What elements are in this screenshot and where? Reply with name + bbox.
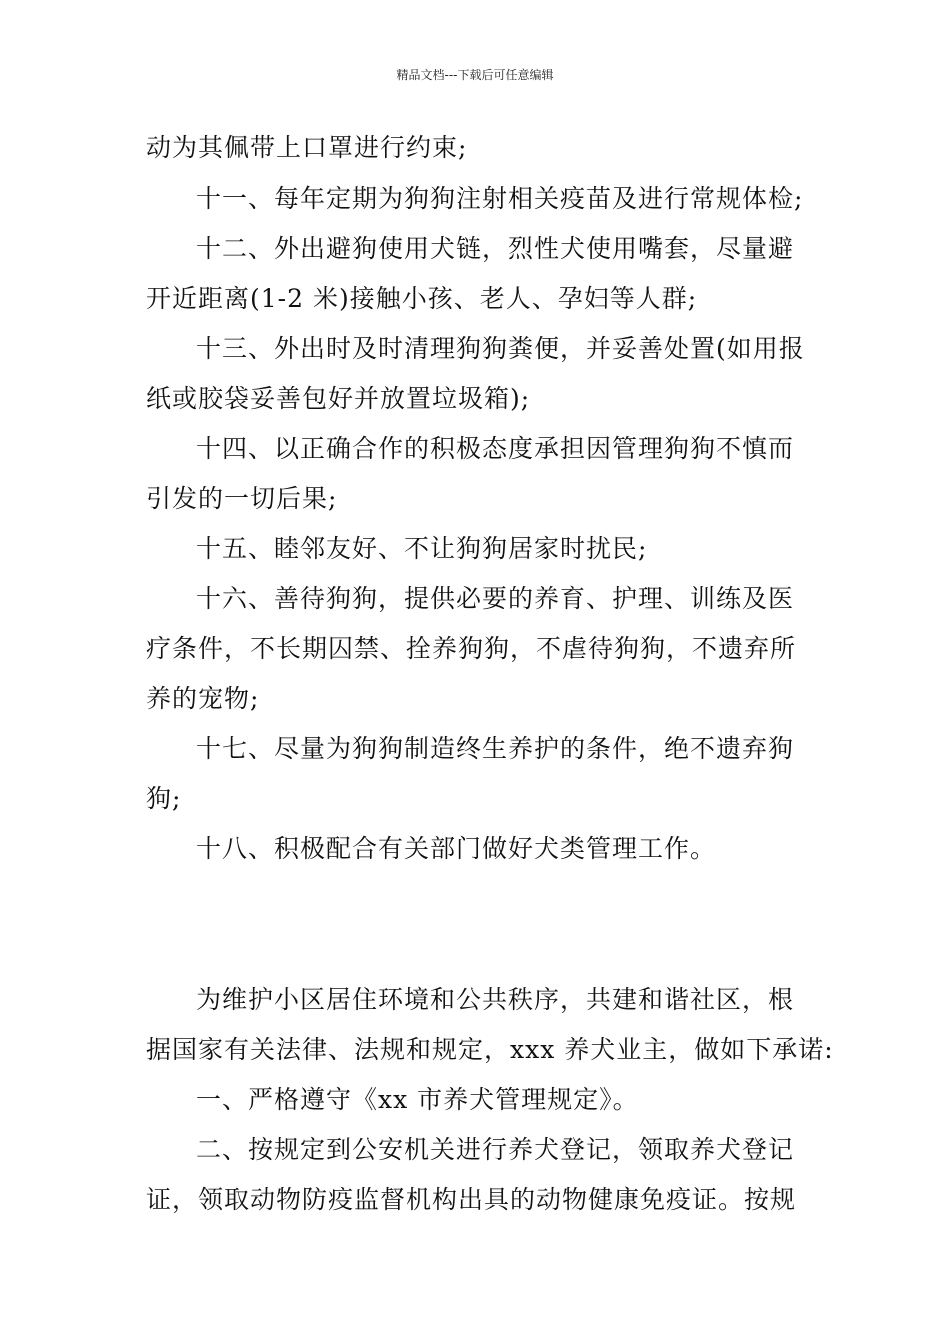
text-line: 十三、外出时及时清理狗狗粪便，并妥善处置(如用报 bbox=[196, 334, 805, 363]
text-line: 十八、积极配合有关部门做好犬类管理工作。 bbox=[196, 834, 717, 863]
text-line: 十五、睦邻友好、不让狗狗居家时扰民; bbox=[196, 534, 648, 563]
page-header: 精品文档---下载后可任意编辑 bbox=[396, 68, 554, 82]
text-line: 据国家有关法律、法规和规定，xxx 养犬业主，做如下承诺: bbox=[146, 1035, 834, 1064]
text-line: 十一、每年定期为狗狗注射相关疫苗及进行常规体检; bbox=[196, 184, 804, 213]
text-line: 引发的一切后果; bbox=[146, 484, 338, 513]
text-line: 开近距离(1-2 米)接触小孩、老人、孕妇等人群; bbox=[146, 284, 698, 313]
text-line: 十四、以正确合作的积极态度承担因管理狗狗不慎而 bbox=[196, 434, 795, 463]
text-line: 二、按规定到公安机关进行养犬登记，领取养犬登记 bbox=[196, 1135, 795, 1164]
text-line: 十七、尽量为狗狗制造终生养护的条件，绝不遗弃狗 bbox=[196, 734, 795, 763]
text-line: 养的宠物; bbox=[146, 684, 260, 713]
text-line: 纸或胶袋妥善包好并放置垃圾箱); bbox=[146, 384, 531, 413]
text-line: 动为其佩带上口罩进行约束; bbox=[146, 133, 468, 162]
text-line: 一、严格遵守《xx 市养犬管理规定》。 bbox=[196, 1085, 639, 1114]
text-line: 狗; bbox=[146, 784, 182, 813]
text-line: 十二、外出避狗使用犬链，烈性犬使用嘴套，尽量避 bbox=[196, 234, 795, 263]
text-line: 十六、善待狗狗，提供必要的养育、护理、训练及医 bbox=[196, 584, 795, 613]
text-line: 证，领取动物防疫监督机构出具的动物健康免疫证。按规 bbox=[146, 1185, 797, 1214]
text-line: 疗条件，不长期囚禁、拴养狗狗，不虐待狗狗，不遗弃所 bbox=[146, 634, 797, 663]
text-line: 为维护小区居住环境和公共秩序，共建和谐社区，根 bbox=[196, 985, 795, 1014]
